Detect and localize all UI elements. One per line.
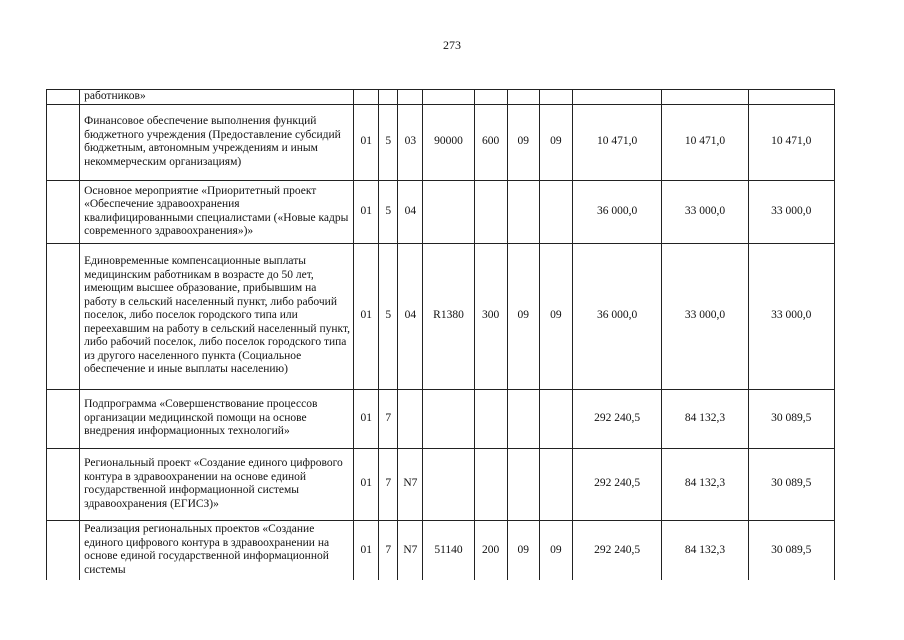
table-row: [47, 180, 835, 243]
row-number-cell: [47, 243, 80, 389]
direction-code-cell: 90000: [423, 104, 474, 180]
row-number-cell: [47, 389, 80, 448]
amount-year-3-cell: 33 000,0: [748, 180, 834, 243]
budget-table: [46, 89, 835, 580]
table-row: [47, 389, 835, 448]
subsection-code-cell: 7: [379, 448, 398, 520]
amount-year-3-cell: 30 089,5: [748, 448, 834, 520]
subchapter-code-cell: [539, 448, 572, 520]
subchapter-code-cell: [539, 180, 572, 243]
section-code-cell: 01: [354, 243, 379, 389]
item-name-cell: Подпрограмма «Совершенствование процессов организации медицинской помощи на основе внедрения информационных технологий»: [80, 389, 354, 448]
section-code-cell: 01: [354, 448, 379, 520]
amount-year-1-cell: 36 000,0: [572, 243, 661, 389]
row-number-cell: [47, 448, 80, 520]
amount-year-1-cell: 10 471,0: [572, 104, 661, 180]
chapter-code-cell: 09: [507, 520, 539, 580]
item-name-cell: Региональный проект «Создание единого цифрового контура в здравоохранении на основе единой государственной информационной системы здравоохранения (ЕГИСЗ)»: [80, 448, 354, 520]
direction-code-cell: 51140: [423, 520, 474, 580]
expense-type-code-cell: [474, 180, 507, 243]
item-name-cell: Единовременные компенсационные выплаты медицинским работникам в возрасте до 50 лет, имеющим высшее образование, прибывшим на работу в сельский населенный пункт, либо рабочий поселок, либо поселок городского типа или переехавшим на работу в сельский населенный пункт, либо рабочий поселок, либо поселок городского типа из другого населенного пункта (Социальное обеспечение и иные выплаты населению): [80, 243, 354, 389]
item-name-cell: Реализация региональных проектов «Создание единого цифрового контура в здравоохранении на основе единой государственной информационной системы: [80, 520, 354, 580]
program-code-cell: [398, 90, 423, 105]
direction-code-cell: [423, 448, 474, 520]
subchapter-code-cell: 09: [539, 520, 572, 580]
chapter-code-cell: [507, 448, 539, 520]
subchapter-code-cell: 09: [539, 243, 572, 389]
chapter-code-cell: [507, 180, 539, 243]
program-code-cell: N7: [398, 448, 423, 520]
subsection-code-cell: 7: [379, 389, 398, 448]
amount-year-2-cell: 10 471,0: [662, 104, 748, 180]
subchapter-code-cell: 09: [539, 104, 572, 180]
amount-year-2-cell: [662, 90, 748, 105]
table-row: [47, 104, 835, 180]
subsection-code-cell: 5: [379, 104, 398, 180]
chapter-code-cell: [507, 389, 539, 448]
expense-type-code-cell: 600: [474, 104, 507, 180]
expense-type-code-cell: 200: [474, 520, 507, 580]
chapter-code-cell: 09: [507, 104, 539, 180]
expense-type-code-cell: [474, 389, 507, 448]
subsection-code-cell: 7: [379, 520, 398, 580]
amount-year-3-cell: 30 089,5: [748, 520, 834, 580]
expense-type-code-cell: [474, 448, 507, 520]
amount-year-3-cell: [748, 90, 834, 105]
amount-year-1-cell: [572, 90, 661, 105]
direction-code-cell: [423, 180, 474, 243]
expense-type-code-cell: [474, 90, 507, 105]
chapter-code-cell: [507, 90, 539, 105]
amount-year-3-cell: 30 089,5: [748, 389, 834, 448]
item-name-cell: Финансовое обеспечение выполнения функций бюджетного учреждения (Предоставление субсидий бюджетным, автономным учреждениям и иным некоммерческим организациям): [80, 104, 354, 180]
subchapter-code-cell: [539, 90, 572, 105]
subsection-code-cell: [379, 90, 398, 105]
program-code-cell: 04: [398, 180, 423, 243]
amount-year-3-cell: 10 471,0: [748, 104, 834, 180]
item-name-cell: работников»: [80, 90, 354, 105]
expense-type-code-cell: 300: [474, 243, 507, 389]
subchapter-code-cell: [539, 389, 572, 448]
row-number-cell: [47, 90, 80, 105]
section-code-cell: 01: [354, 180, 379, 243]
page-number: 273: [443, 38, 461, 52]
amount-year-3-cell: 33 000,0: [748, 243, 834, 389]
subsection-code-cell: 5: [379, 243, 398, 389]
section-code-cell: [354, 90, 379, 105]
amount-year-2-cell: 84 132,3: [662, 389, 748, 448]
table-row: [47, 448, 835, 520]
amount-year-2-cell: 33 000,0: [662, 180, 748, 243]
direction-code-cell: [423, 90, 474, 105]
section-code-cell: 01: [354, 520, 379, 580]
program-code-cell: 04: [398, 243, 423, 389]
amount-year-1-cell: 292 240,5: [572, 520, 661, 580]
table-row: [47, 243, 835, 389]
amount-year-2-cell: 33 000,0: [662, 243, 748, 389]
chapter-code-cell: 09: [507, 243, 539, 389]
item-name-cell: Основное мероприятие «Приоритетный проект «Обеспечение здравоохранения квалифицированными специалистами («Новые кадры современного здравоохранения»)»: [80, 180, 354, 243]
row-number-cell: [47, 520, 80, 580]
amount-year-2-cell: 84 132,3: [662, 448, 748, 520]
program-code-cell: N7: [398, 520, 423, 580]
program-code-cell: [398, 389, 423, 448]
row-number-cell: [47, 104, 80, 180]
direction-code-cell: [423, 389, 474, 448]
section-code-cell: 01: [354, 389, 379, 448]
direction-code-cell: R1380: [423, 243, 474, 389]
amount-year-1-cell: 292 240,5: [572, 448, 661, 520]
amount-year-2-cell: 84 132,3: [662, 520, 748, 580]
section-code-cell: 01: [354, 104, 379, 180]
amount-year-1-cell: 36 000,0: [572, 180, 661, 243]
program-code-cell: 03: [398, 104, 423, 180]
table-row: [47, 520, 835, 580]
amount-year-1-cell: 292 240,5: [572, 389, 661, 448]
table-row: [47, 90, 835, 105]
row-number-cell: [47, 180, 80, 243]
subsection-code-cell: 5: [379, 180, 398, 243]
